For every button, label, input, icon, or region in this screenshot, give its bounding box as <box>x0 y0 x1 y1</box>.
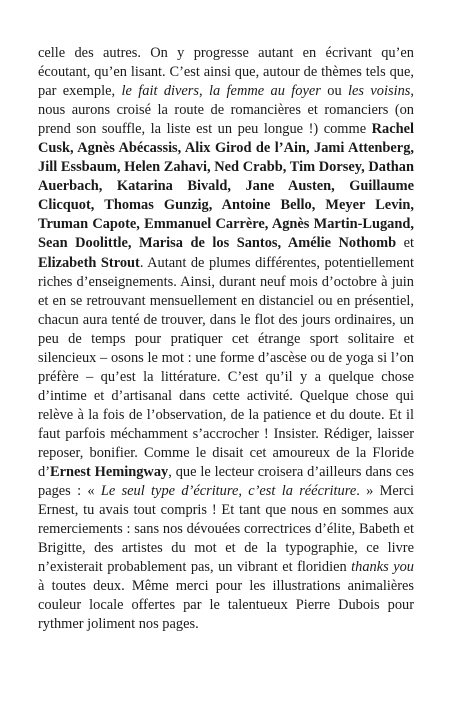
text-run: , que le lecteur croisera d’ailleurs dans ces pages : « <box>38 464 414 500</box>
body-paragraph <box>38 44 414 634</box>
text-run: à toutes deux. Même merci pour les illustrations animalières couleur locale offertes par le talentueux Pierre Dubois pour rythmer joliment nos pages. <box>38 578 414 633</box>
theme-femme-au-foyer: la femme au foyer <box>208 83 321 100</box>
text-run: , <box>199 83 209 100</box>
text-run: et <box>396 235 415 252</box>
thanks-phrase: thanks you <box>351 559 414 576</box>
theme-voisins: les voisins <box>348 83 411 100</box>
text-run: , nous aurons croisé la route de romancières et romanciers (on prend son souffle, la liste est un peu longue !) comme <box>38 83 414 138</box>
text-run: celle des autres. On y progresse autant en écrivant qu’en écoutant, qu’en lisant. C’est ainsi que, autour de thèmes tels que, par exemple, <box>38 45 414 100</box>
author-strout: Elizabeth Strout <box>38 254 140 271</box>
text-run: ou <box>320 83 349 100</box>
text-run: . Autant de plumes différentes, potentiellement riches d’enseignements. Ainsi, durant neuf mois d’octobre à juin et en se retrouvant mensuellement en distanciel ou en présentiel, chacun aura tenté de trouver, dans le flot des jours ordinaires, un peu de temps pour pratiquer cet étrange sport solitaire et silencieux – osons le mot : une forme d’ascèse ou de yoga si l’on préfère – qu’est la littérature. C’est qu’il y a quelque chose d’intime et d’artisanal dans cette activité. Quelque chose qui relève à la fois de l’observation, de la patience et du doute. Et il faut parfois méchamment s’accrocher ! Insister. Rédiger, laisser reposer, bonifier. Comme le disait cet amoureux de la Floride d’ <box>38 254 414 481</box>
page-body <box>38 44 414 634</box>
hemingway-quote: Le seul type d’écriture, c’est la réécriture <box>100 483 357 500</box>
text-run: . » Merci Ernest, tu avais tout compris ! Et tant que nous en sommes aux remerciements : sans nos dévouées correctrices d’élite, Babeth et Brigitte, des artistes du mot et de la typographie, ce livre n’existerait probablement pas, un vibrant et floridien <box>38 483 414 576</box>
author-hemingway: Ernest Hemingway <box>50 464 169 481</box>
author-list: Rachel Cusk, Agnès Abécassis, Alix Girod de l’Ain, Jami Attenberg, Jill Essbaum, Helen Zahavi, Ned Crabb, Tim Dorsey, Dathan Auerbach, Katarina Bivald, Jane Austen, Guillaume Clicquot, Thomas Gunzig, Antoine Bello, Meyer Levin, Truman Capote, Emmanuel Carrère, Agnès Martin-Lugand, Sean Doolittle, Marisa de los Santos, Amélie Nothomb <box>38 121 414 252</box>
theme-fait-divers: le fait divers <box>121 83 199 100</box>
